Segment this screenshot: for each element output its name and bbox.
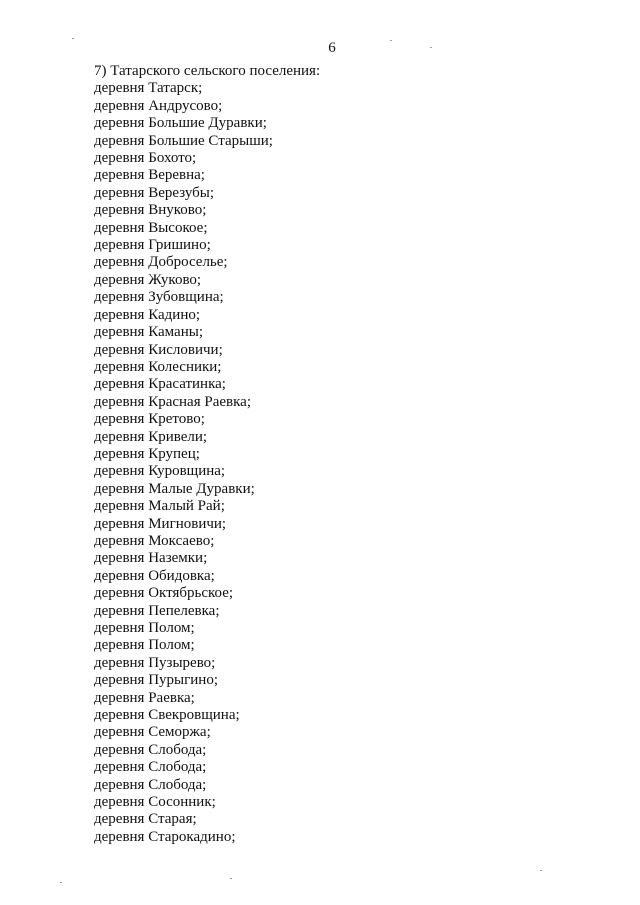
list-item: деревня Слобода;: [94, 759, 207, 776]
list-item: деревня Куровщина;: [94, 463, 226, 480]
page-number: 6: [328, 40, 336, 56]
list-item: деревня Наземки;: [94, 550, 208, 567]
list-item: деревня Пузырево;: [94, 654, 216, 671]
list-item: деревня Свекровщина;: [94, 707, 240, 724]
scan-speck: [230, 878, 232, 879]
scan-speck: [540, 870, 542, 871]
page-content: [94, 63, 614, 846]
list-item: деревня Моксаево;: [94, 532, 215, 549]
list-item: деревня Большие Дуравки;: [94, 115, 267, 132]
list-item: деревня Кривели;: [94, 428, 208, 445]
list-item: деревня Слобода;: [94, 741, 207, 758]
list-item: деревня Бохото;: [94, 150, 197, 167]
list-item: деревня Обидовка;: [94, 567, 215, 584]
list-item: деревня Зубовщина;: [94, 289, 224, 306]
list-item: деревня Мигновичи;: [94, 515, 227, 532]
list-item: деревня Полом;: [94, 637, 195, 654]
list-item: деревня Кадино;: [94, 306, 201, 323]
list-item: деревня Внуково;: [94, 202, 207, 219]
scan-speck: [72, 38, 74, 39]
scan-speck: [60, 882, 62, 883]
list-item: деревня Полом;: [94, 620, 195, 636]
list-item: деревня Высокое;: [94, 219, 208, 236]
list-item: деревня Пурыгино;: [94, 672, 218, 689]
list-item: деревня Крупец;: [94, 445, 200, 462]
list-item: деревня Каманы;: [94, 324, 203, 341]
list-item: деревня Семоржа;: [94, 724, 211, 741]
list-item: деревня Большие Старыши;: [94, 132, 273, 149]
scan-speck: [430, 47, 432, 48]
list-item: деревня Жуково;: [94, 271, 202, 288]
list-item: деревня Малые Дуравки;: [94, 480, 255, 497]
settlement-list: [94, 80, 614, 846]
list-item: деревня Гришино;: [94, 237, 211, 254]
list-item: деревня Слобода;: [94, 776, 207, 793]
list-item: деревня Сосонник;: [94, 794, 216, 811]
list-item: деревня Кретово;: [94, 411, 205, 428]
list-item: деревня Веревна;: [94, 167, 205, 184]
list-item: деревня Раевка;: [94, 689, 195, 706]
list-item: деревня Пепелевка;: [94, 602, 220, 619]
list-item: деревня Октябрьское;: [94, 585, 234, 602]
list-item: деревня Колесники;: [94, 358, 222, 375]
section-heading: 7) Татарского сельского поселения:: [94, 63, 321, 79]
list-item: деревня Старокадино;: [94, 828, 236, 845]
list-item: деревня Верезубы;: [94, 184, 214, 201]
list-item: деревня Красная Раевка;: [94, 393, 251, 410]
list-item: деревня Красатинка;: [94, 376, 226, 393]
list-item: деревня Старая;: [94, 811, 197, 828]
list-item: деревня Татарск;: [94, 80, 203, 97]
scan-speck: [390, 40, 392, 41]
list-item: деревня Доброселье;: [94, 254, 228, 271]
list-item: деревня Андрусово;: [94, 97, 223, 114]
list-item: деревня Кисловичи;: [94, 341, 223, 358]
list-item: деревня Малый Рай;: [94, 498, 225, 515]
